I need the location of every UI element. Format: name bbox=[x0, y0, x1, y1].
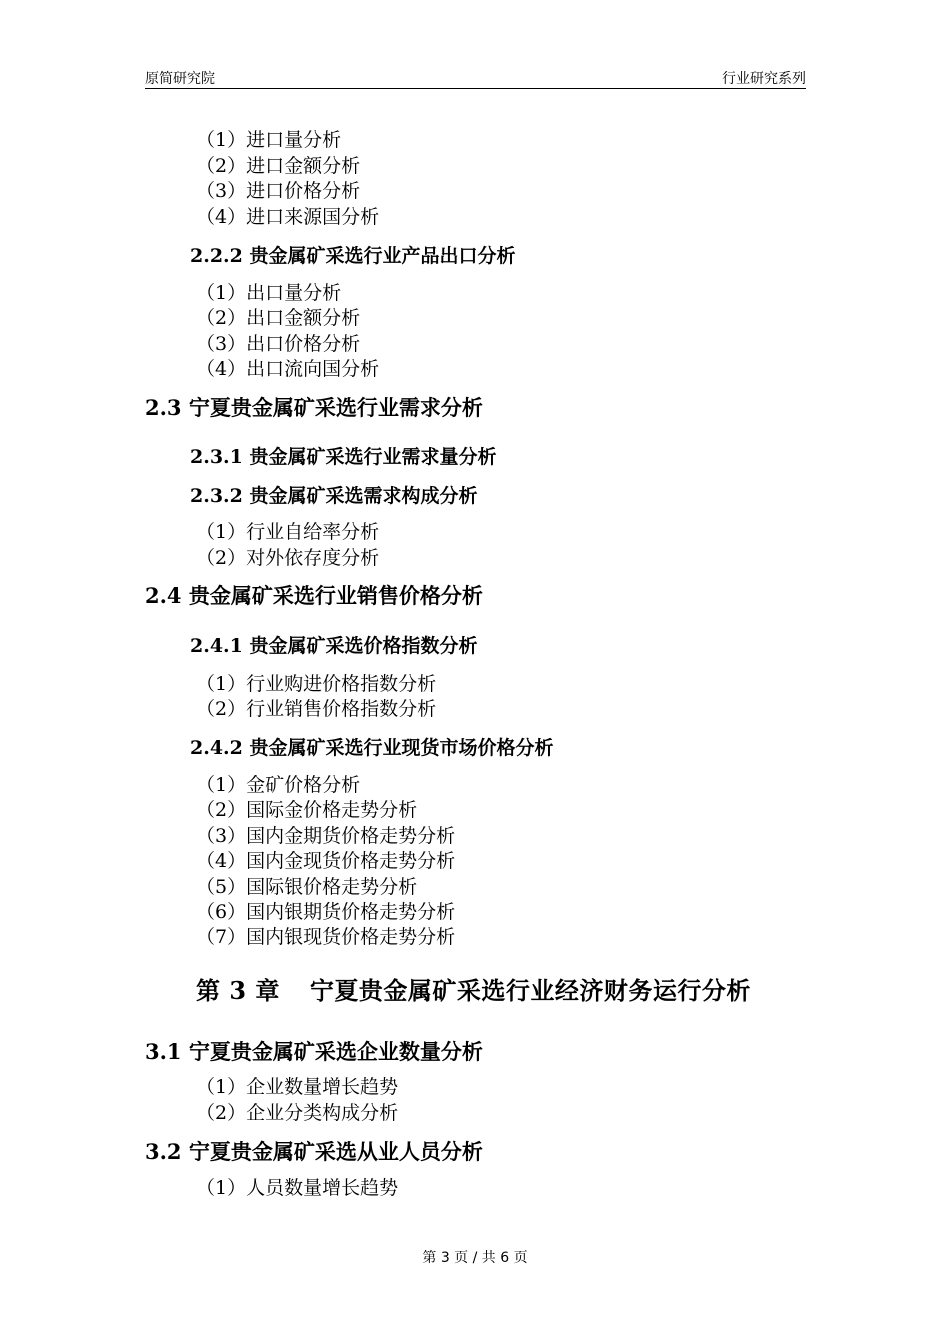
toc-item: （2）国际金价格走势分析 bbox=[196, 799, 418, 821]
toc-item: （4）出口流向国分析 bbox=[196, 358, 380, 380]
chapter-heading bbox=[196, 971, 751, 1006]
chapter-number: 第 3 章 bbox=[196, 976, 280, 1005]
toc-item: （1）金矿价格分析 bbox=[196, 774, 361, 796]
toc-heading-3: 2.3.2 贵金属矿采选需求构成分析 bbox=[190, 485, 478, 507]
toc-item: （1）出口量分析 bbox=[196, 282, 342, 304]
page-header bbox=[145, 66, 806, 89]
toc-item: （3）进口价格分析 bbox=[196, 180, 361, 202]
toc-heading-3: 2.4.2 贵金属矿采选行业现货市场价格分析 bbox=[190, 737, 554, 759]
toc-heading-3: 2.3.1 贵金属矿采选行业需求量分析 bbox=[190, 446, 497, 468]
toc-item: （1）行业购进价格指数分析 bbox=[196, 673, 437, 695]
toc-item: （1）人员数量增长趋势 bbox=[196, 1177, 399, 1199]
toc-item: （1）进口量分析 bbox=[196, 129, 342, 151]
toc-item: （3）国内金期货价格走势分析 bbox=[196, 825, 456, 847]
toc-item: （1）企业数量增长趋势 bbox=[196, 1076, 399, 1098]
chapter-title: 宁夏贵金属矿采选行业经济财务运行分析 bbox=[309, 976, 751, 1005]
toc-heading-3: 2.4.1 贵金属矿采选价格指数分析 bbox=[190, 635, 478, 657]
toc-item: （4）进口来源国分析 bbox=[196, 206, 380, 228]
header-org: 原简研究院 bbox=[145, 71, 215, 87]
toc-heading-3: 2.2.2 贵金属矿采选行业产品出口分析 bbox=[190, 245, 516, 267]
toc-item: （2）进口金额分析 bbox=[196, 155, 361, 177]
toc-item: （5）国际银价格走势分析 bbox=[196, 876, 418, 898]
toc-item: （4）国内金现货价格走势分析 bbox=[196, 850, 456, 872]
toc-heading-2: 3.1 宁夏贵金属矿采选企业数量分析 bbox=[145, 1039, 483, 1064]
toc-item: （2）行业销售价格指数分析 bbox=[196, 698, 437, 720]
header-series: 行业研究系列 bbox=[722, 71, 806, 87]
toc-heading-2: 2.3 宁夏贵金属矿采选行业需求分析 bbox=[145, 395, 483, 420]
toc-item: （3）出口价格分析 bbox=[196, 333, 361, 355]
toc-item: （2）对外依存度分析 bbox=[196, 547, 380, 569]
toc-item: （2）出口金额分析 bbox=[196, 307, 361, 329]
toc-heading-2: 2.4 贵金属矿采选行业销售价格分析 bbox=[145, 583, 483, 608]
toc-item: （2）企业分类构成分析 bbox=[196, 1102, 399, 1124]
toc-item: （6）国内银期货价格走势分析 bbox=[196, 901, 456, 923]
toc-item: （7）国内银现货价格走势分析 bbox=[196, 926, 456, 948]
page-footer: 第 3 页 / 共 6 页 bbox=[422, 1250, 528, 1266]
toc-heading-2: 3.2 宁夏贵金属矿采选从业人员分析 bbox=[145, 1139, 483, 1164]
toc-item: （1）行业自给率分析 bbox=[196, 521, 380, 543]
